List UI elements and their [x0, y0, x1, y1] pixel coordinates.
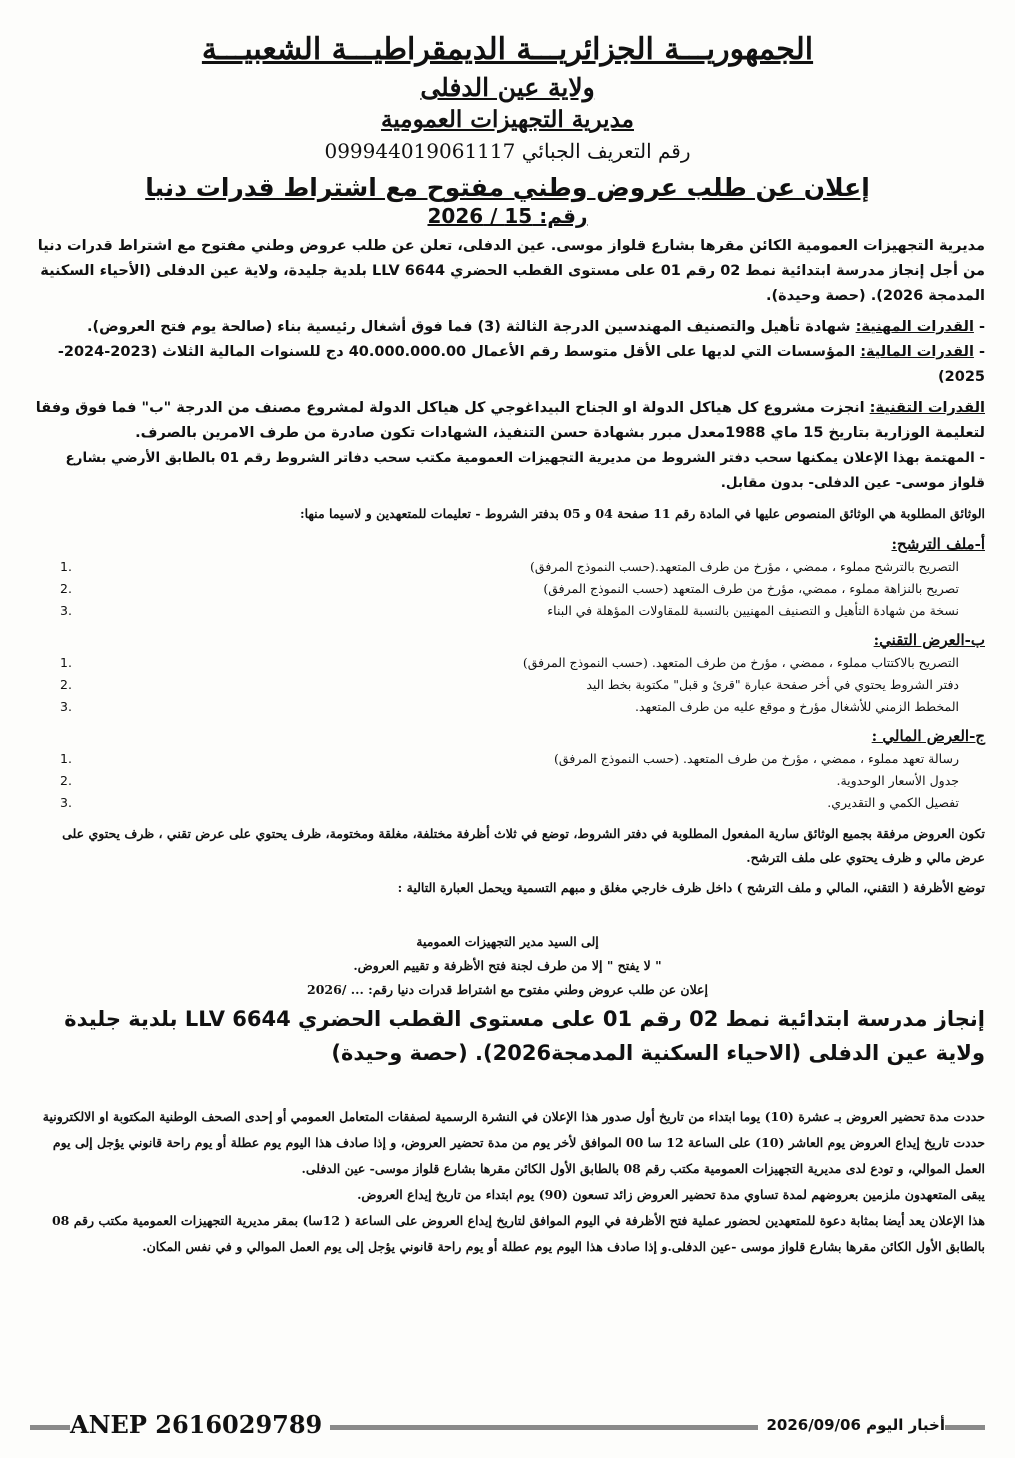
technical-capacity-text: انجزت مشروع كل هياكل الدولة او الجناح البيداغوجي كل هياكل الدولة لمشروع مصنف من الدرجة "ب" فما فوق وفقا لتعليمة الوزارية بتاريخ 15 ماي 1988معدل مبرر بشهادة حسن التنفيذ، الشهادات تكون صادرة من طرف الامرين بالصرف. [35, 400, 985, 441]
footer [30, 1410, 985, 1444]
submission-paragraph: تكون العروض مرفقة بجميع الوثائق سارية المفعول المطلوبة في دفتر الشروط، توضع في ثلاث أظرفة مختلفة، مغلقة ومختومة، ظرف يحتوي على عرض تقني ، ظرف يحتوي على عرض مالي و ظرف يحتوي على ملف الترشح. [62, 826, 985, 865]
section-title: أ-ملف الترشح: [891, 535, 985, 553]
wilaya-name: ولاية عين الدفلى [420, 73, 595, 102]
envelope-recipient: إلى السيد مدير التجهيزات العمومية [416, 934, 599, 949]
financial-capacity: - القدرات المالية: المؤسسات التي لديها على الأقل متوسط رقم الأعمال 40.000.000.00 دج للسنوات المالية الثلاث (2023-2024-2025) [57, 344, 985, 385]
section-title: ج-العرض المالي : [871, 727, 985, 745]
anep-number: ANEP 2616029789 [70, 1410, 330, 1439]
section-candidature [30, 532, 985, 622]
section-title: ب-العرض التقني: [873, 631, 985, 649]
professional-capacity: - القدرات المهنية: شهادة تأهيل والتصنيف المهندسين الدرجة الثالثة (3) فما فوق أشغال رئيسية بناء (صالحة يوم فتح العروض). [86, 319, 985, 335]
list-item: 1. التصريح بالترشح مملوء ، ممضي ، مؤرخ من طرف المتعهد.(حسب النموذج المرفق) [60, 559, 959, 574]
documents-intro: الوثائق المطلوبة هي الوثائق المنصوص عليها في المادة رقم 11 صفحة 04 و 05 بدفتر الشروط - تعليمات للمتعهدين و لاسيما منها: [300, 506, 985, 521]
list-item: 1. التصريح بالاكتتاب مملوء ، ممضي ، مؤرخ من طرف المتعهد. (حسب النموذج المرفق) [60, 655, 959, 670]
envelope-project: إنجاز مدرسة ابتدائية نمط 02 رقم 01 على مستوى القطب الحضري 6644 LLV بلدية جليدة ولاية عين الدفلى (الاحياء السكنية المدمجة2026). (حصة وحيدة) [64, 1007, 985, 1065]
section-financial-offer [30, 724, 985, 814]
announcement-number: رقم: 15 / 2026 [427, 204, 588, 228]
list-item: 1. رسالة تعهد مملوء ، ممضي ، مؤرخ من طرف المتعهد. (حسب النموذج المرفق) [60, 751, 959, 766]
section-technical-offer [30, 628, 985, 718]
technical-capacity-label: القدرات التقنية: [869, 400, 985, 416]
list-item: 2. جدول الأسعار الوحدوية. [60, 773, 959, 788]
professional-capacity-text: شهادة تأهيل والتصنيف المهندسين الدرجة الثالثة (3) فما فوق أشغال رئيسية بناء (صالحة يوم فتح العروض). [86, 319, 856, 335]
withdraw-notice: - المهتمة بهذا الإعلان يمكنها سحب دفتر الشروط من مديرية التجهيزات العمومية مكتب سحب دفاتر الشروط رقم 01 بالطابق الأرضي بشارع قلواز موسى- عين الدفلى- بدون مقابل. [65, 450, 985, 491]
closing-paragraph: حددت مدة تحضير العروض بـ عشرة (10) يوما ابتداء من تاريخ أول صدور هذا الإعلان في النشرة الرسمية لصفقات المتعامل العمومي أو إحدى الصحف الوطنية المكتوبة او الالكترونية [42, 1109, 985, 1124]
tax-id: رقم التعريف الجبائي 099944019061117 [324, 139, 691, 163]
republic-name: الجمهوريـــة الجزائريـــة الديمقراطيـــة الشعبيـــة [201, 32, 814, 67]
financial-capacity-text: المؤسسات التي لديها على الأقل متوسط رقم الأعمال 40.000.000.00 دج للسنوات المالية الثلاث (2023-2024-2025) [57, 344, 985, 385]
list-item: 3. المخطط الزمني للأشغال مؤرخ و موقع عليه من طرف المتعهد. [60, 699, 959, 714]
financial-capacity-label: القدرات المالية: [860, 344, 974, 360]
publication-date: أخبار اليوم 2026/09/06 [758, 1416, 945, 1434]
announcement-title: إعلان عن طلب عروض وطني مفتوح مع اشتراط قدرات دنيا [145, 173, 870, 202]
closing-paragraph: يبقى المتعهدون ملزمين بعروضهم لمدة تساوي مدة تحضير العروض زائد تسعون (90) يوم ابتداء من تاريخ إيداع العروض. [357, 1187, 985, 1202]
technical-capacity [30, 396, 985, 446]
envelope-do-not-open: " لا يفتح " إلا من طرف لجنة فتح الأظرفة و تقييم العروض. [353, 958, 662, 973]
list-item: 3. تفصيل الكمي و التقديري. [60, 795, 959, 810]
professional-capacity-label: القدرات المهنية: [855, 319, 974, 335]
envelope-reference: إعلان عن طلب عروض وطني مفتوح مع اشتراط قدرات دنيا رقم: ... /2026 [307, 982, 708, 997]
closing-paragraph: حددت تاريخ إيداع العروض يوم العاشر (10) على الساعة 12 سا 00 الموافق لأخر يوم من مدة تحضير العروض، و إذا صادف هذا اليوم يوم عطلة أو يوم راحة قانوني يؤجل إلى يوم العمل الموالي، و تودع لدى مديرية التجهيزات العمومية مكتب رقم 08 بالطابق الأول الكائن مقرها بشارع قلواز موسى- عين الدفلى. [52, 1135, 985, 1176]
intro-paragraph: مديرية التجهيزات العمومية الكائن مقرها بشارع قلواز موسى. عين الدفلى، تعلن عن طلب عروض وطني مفتوح مع اشتراط قدرات دنيا من أجل إنجاز مدرسة ابتدائية نمط 02 رقم 01 على مستوى القطب الحضري 6644 LLV بلدية جليدة، ولاية عين الدفلى (الأحياء السكنية المدمجة 2026). (حصة وحيدة). [37, 238, 985, 304]
closing-block [30, 1104, 985, 1260]
directorate-name: مديرية التجهيزات العمومية [381, 106, 634, 133]
list-item: 2. دفتر الشروط يحتوي في أخر صفحة عبارة "قرئ و قبل" مكتوبة بخط اليد [60, 677, 959, 692]
list-item: 2. تصريح بالنزاهة مملوء ، ممضي، مؤرخ من طرف المتعهد (حسب النموذج المرفق) [60, 581, 959, 596]
envelope-instruction: توضع الأظرفة ( التقني، المالي و ملف الترشح ) داخل ظرف خارجي مغلق و مبهم التسمية ويحمل العبارة التالية : [397, 880, 985, 895]
header-block [30, 32, 985, 163]
closing-paragraph: هذا الإعلان يعد أيضا بمثابة دعوة للمتعهدين لحضور عملية فتح الأظرفة في اليوم الموافق لتاريخ إيداع العروض على الساعة ( 12سا) بمقر مديرية التجهيزات العمومية مكتب رقم 08 بالطابق الأول الكائن مقرها بشارع قلواز موسى -عين الدفلى.و إذا صادف هذا اليوم يوم عطلة أو يوم راحة قانوني يؤجل إلى يوم العمل الموالي و في نفس المكان. [51, 1213, 985, 1254]
envelope-label [30, 930, 985, 1002]
list-item: 3. نسخة من شهادة التأهيل و التصنيف المهنيين بالنسبة للمقاولات المؤهلة في البناء [60, 603, 959, 618]
